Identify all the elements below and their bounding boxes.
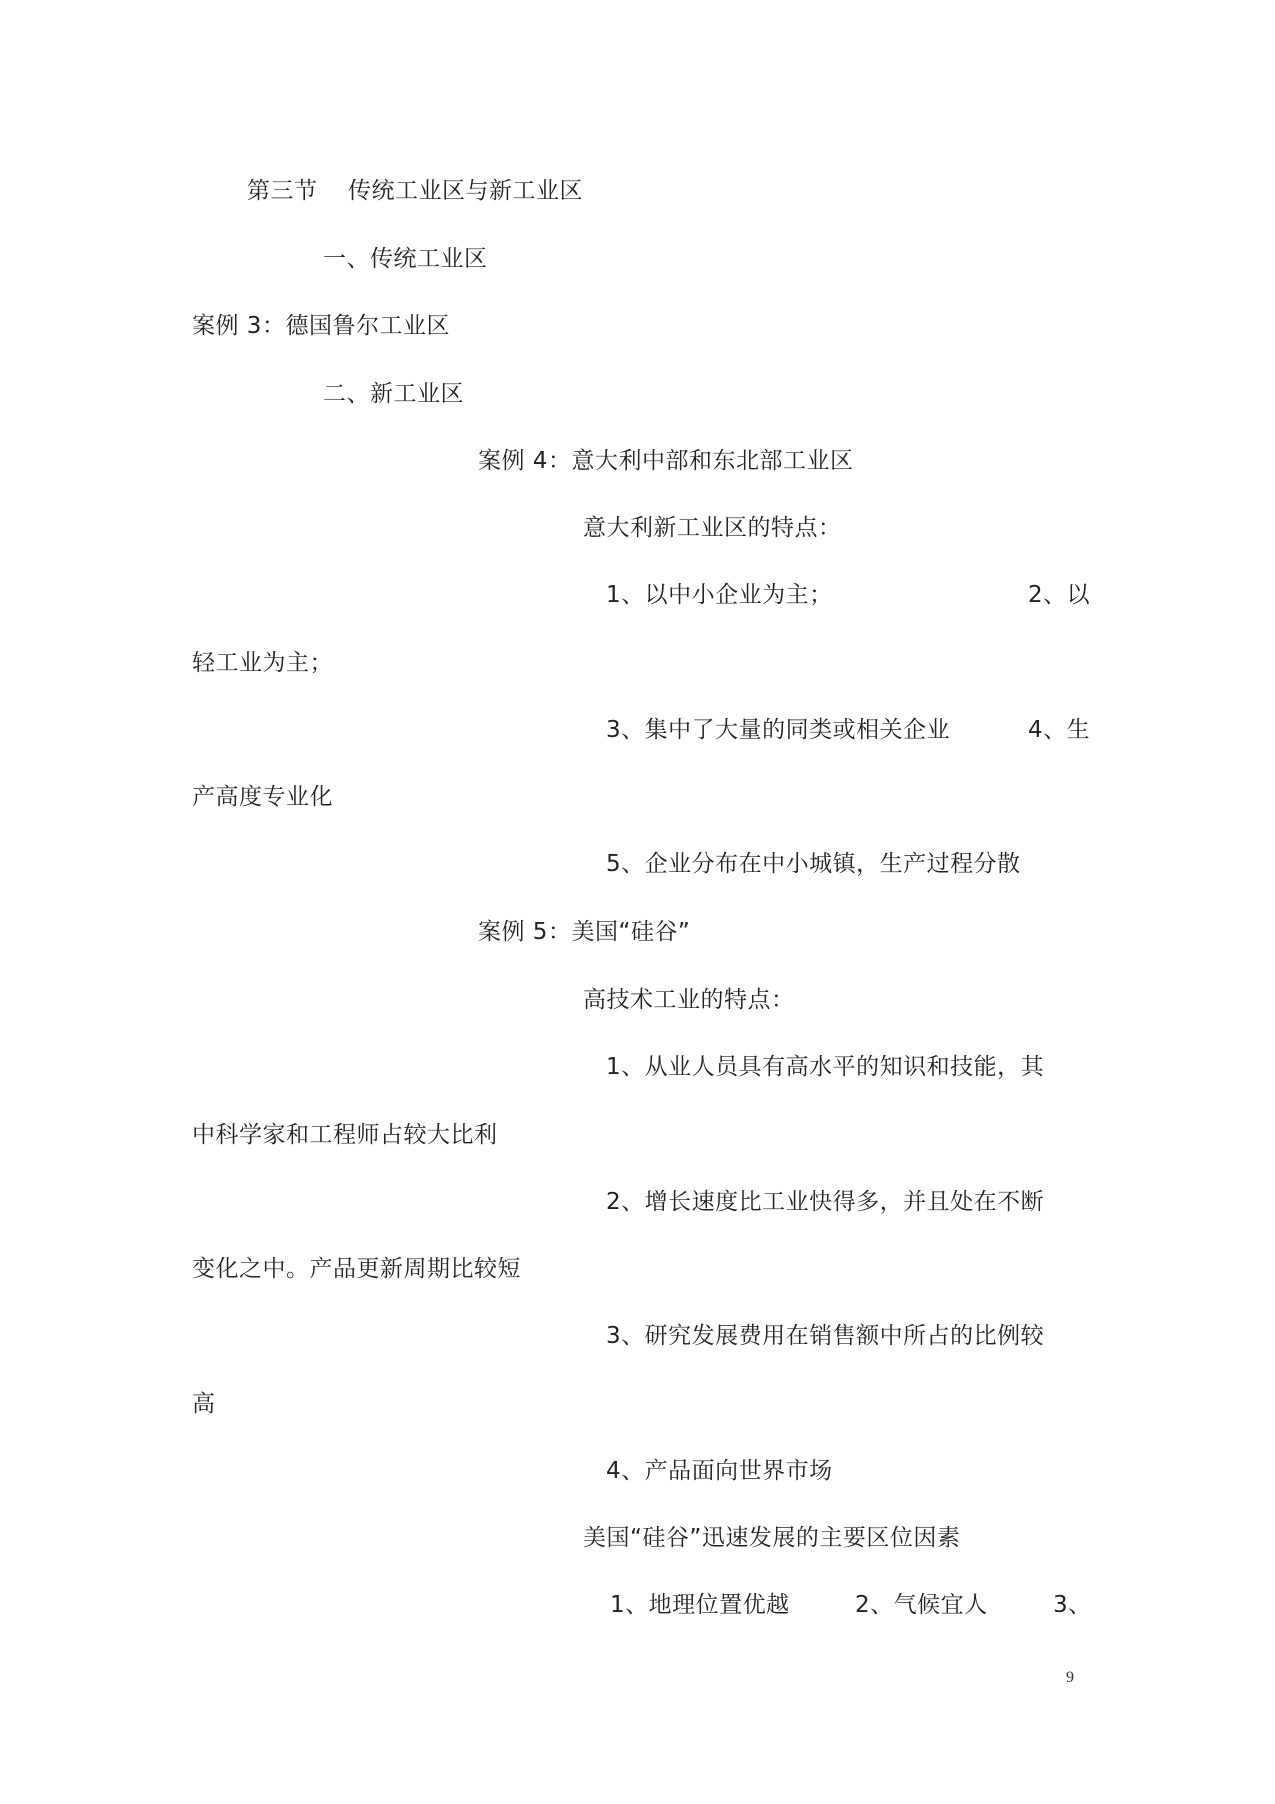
- hightech-feature-1-end: 中科学家和工程师占较大比利: [192, 1122, 498, 1148]
- silicon-valley-factors-title: 美国“硅谷”迅速发展的主要区位因素: [583, 1525, 961, 1551]
- case-4: 案例 4：意大利中部和东北部工业区: [478, 448, 854, 474]
- hightech-feature-3-end: 高: [192, 1391, 216, 1417]
- hightech-features-title: 高技术工业的特点：: [583, 987, 795, 1013]
- italy-feature-5: 5、企业分布在中小城镇，生产过程分散: [606, 851, 1021, 877]
- italy-feature-2-start: 2、以: [1028, 582, 1091, 608]
- hightech-feature-4: 4、产品面向世界市场: [606, 1458, 833, 1484]
- factor-3-start: 3、: [1053, 1592, 1092, 1618]
- italy-feature-2-end: 轻工业为主；: [192, 650, 333, 676]
- hightech-feature-3-start: 3、研究发展费用在销售额中所占的比例较: [606, 1323, 1045, 1349]
- case-5: 案例 5：美国“硅谷”: [478, 919, 691, 945]
- section-title: 第三节: [247, 178, 318, 204]
- hightech-feature-2-end: 变化之中。产品更新周期比较短: [192, 1256, 521, 1282]
- factor-2: 2、气候宜人: [855, 1592, 988, 1618]
- heading-new-industry: 二、新工业区: [323, 381, 464, 407]
- case-3: 案例 3：德国鲁尔工业区: [192, 313, 450, 339]
- page-number: 9: [1066, 1669, 1074, 1686]
- heading-traditional-industry: 一、传统工业区: [323, 246, 488, 272]
- hightech-feature-1-start: 1、从业人员具有高水平的知识和技能，其: [606, 1054, 1045, 1080]
- section-subtitle: 传统工业区与新工业区: [348, 178, 583, 204]
- factor-1: 1、地理位置优越: [610, 1592, 790, 1618]
- italy-feature-3: 3、集中了大量的同类或相关企业: [606, 717, 951, 743]
- italy-feature-1: 1、以中小企业为主；: [606, 582, 833, 608]
- italy-feature-4-start: 4、生: [1028, 717, 1091, 743]
- hightech-feature-2-start: 2、增长速度比工业快得多，并且处在不断: [606, 1189, 1045, 1215]
- italy-features-title: 意大利新工业区的特点：: [583, 515, 842, 541]
- italy-feature-4-end: 产高度专业化: [192, 784, 333, 810]
